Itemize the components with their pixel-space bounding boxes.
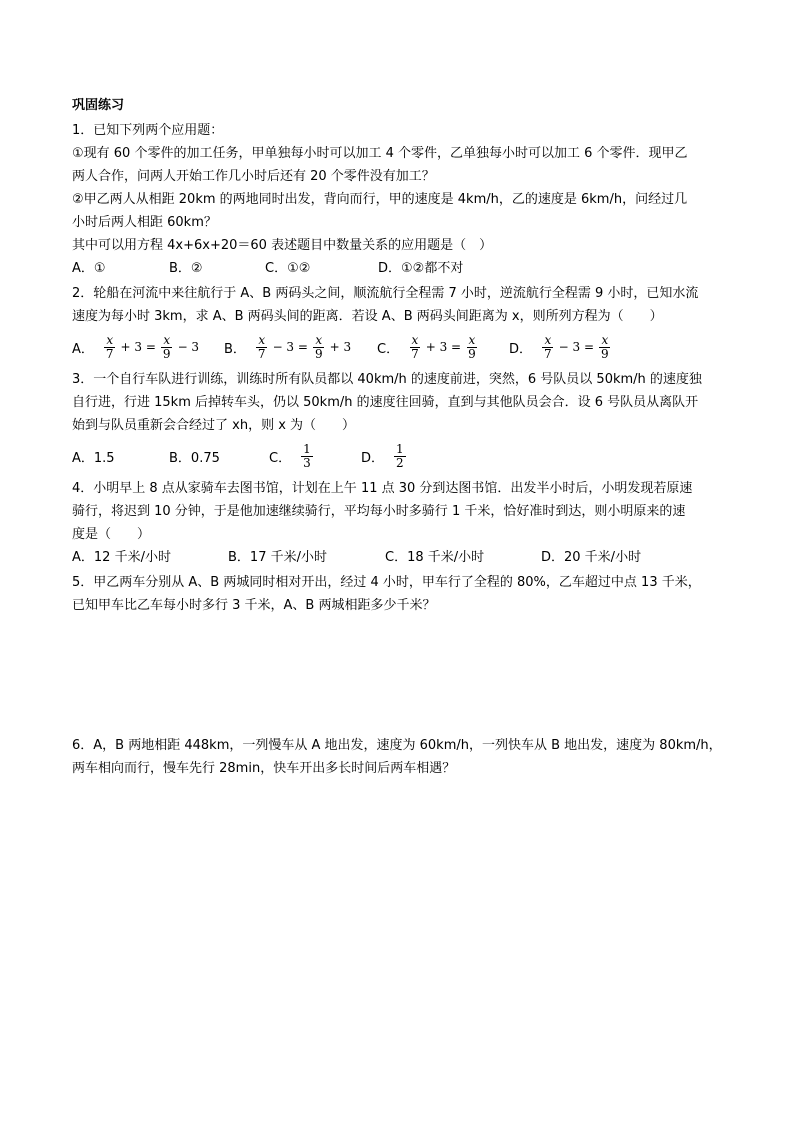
fraction: $\frac{1}{2}$: [396, 441, 404, 470]
q3-option-a[interactable]: A．1.5: [72, 450, 115, 466]
equation: $\frac{x}{7}$ + 3 = $\frac{x}{9}$: [411, 332, 476, 361]
q3-line-1: 3．一个自行车队进行训练，训练时所有队员都以 40km/h 的速度前进，突然，6 号队员以 50km/h 的速度独: [72, 372, 702, 387]
fraction: $\frac{x}{9}$: [601, 332, 609, 361]
section-title: 巩固练习: [72, 98, 125, 113]
q2-options: [72, 328, 732, 366]
q6-line-2: 两车相向而行，慢车先行 28min，快车开出多长时间后两车相遇？: [72, 761, 456, 776]
q1-option-c[interactable]: C．①②: [265, 261, 311, 276]
q2-line-2: 速度为每小时 3km，求 A、B 两码头间的距离．若设 A、B 两码头间距离为 x，则所列方程为（ ）: [72, 309, 663, 324]
fraction: $\frac{x}{7}$: [544, 332, 552, 361]
fraction: $\frac{x}{9}$: [314, 332, 323, 361]
q1-line-6: 其中可以用方程 4x+6x+20＝60 表述题目中数量关系的应用题是（ ）: [72, 238, 493, 253]
q1-line-1: 1．已知下列两个应用题：: [72, 123, 224, 138]
q2-option-a[interactable]: A． $\frac{x}{7}$ + 3 = $\frac{x}{9}$ − 3: [72, 334, 224, 361]
fraction: $\frac{x}{7}$: [257, 332, 266, 361]
q4-line-3: 度是（ ）: [72, 527, 151, 542]
q1-line-3: 两人合作，问两人开始工作几小时后还有 20 个零件没有加工？: [72, 169, 435, 184]
q2-option-d[interactable]: D． $\frac{x}{7}$ − 3 = $\frac{x}{9}$: [509, 334, 613, 361]
q2-option-b[interactable]: B． $\frac{x}{7}$ − 3 = $\frac{x}{9}$ + 3: [224, 334, 377, 361]
q1-line-2: ①现有 60 个零件的加工任务，甲单独每小时可以加工 4 个零件，乙单独每小时可以加工 6 个零件．现甲乙: [72, 146, 688, 161]
worksheet-content: [72, 94, 732, 780]
q5-line-2: 已知甲车比乙车每小时多行 3 千米，A、B 两城相距多少千米？: [72, 598, 436, 613]
q1-option-b[interactable]: B．②: [169, 261, 203, 276]
q4-line-1: 4．小明早上 8 点从家骑车去图书馆，计划在上午 11 点 30 分到达图书馆．出发半小时后，小明发现若原速: [72, 481, 693, 496]
question-6: [72, 734, 732, 780]
q3-option-d[interactable]: D． $\frac{1}{2}$: [361, 441, 404, 470]
q3-options: [72, 437, 732, 475]
equation: $\frac{x}{7}$ − 3 = $\frac{x}{9}$ + 3: [257, 332, 352, 361]
q1-option-d[interactable]: D．①②都不对: [378, 261, 464, 276]
question-4: [72, 477, 732, 569]
fraction: $\frac{x}{7}$: [105, 332, 114, 361]
q4-option-a[interactable]: A．12 千米/小时: [72, 550, 171, 565]
q3-line-2: 自行进，行进 15km 后掉转车头，仍以 50km/h 的速度往回骑，直到与其他队员会合．设 6 号队员从离队开: [72, 395, 699, 410]
q4-line-2: 骑行，将迟到 10 分钟，于是他加速继续骑行，平均每小时多骑行 1 千米，恰好准时到达，则小明原来的速: [72, 504, 686, 519]
q2-option-c[interactable]: C． $\frac{x}{7}$ + 3 = $\frac{x}{9}$: [377, 334, 509, 361]
question-2: [72, 282, 732, 366]
q5-line-1: 5．甲乙两车分别从 A、B 两城同时相对开出，经过 4 小时，甲车行了全程的 80%，乙车超过中点 13 千米，: [72, 575, 701, 590]
q1-options: [72, 257, 732, 280]
q6-line-1: 6．A，B 两地相距 448km，一列慢车从 A 地出发，速度为 60km/h，一列快车从 B 地出发，速度为 80km/h，: [72, 738, 722, 753]
q4-options: [72, 546, 732, 569]
question-5: [72, 571, 732, 617]
q1-line-4: ②甲乙两人从相距 20km 的两地同时出发，背向而行，甲的速度是 4km/h，乙的速度是 6km/h，问经过几: [72, 192, 688, 207]
q2-line-1: 2．轮船在河流中来往航行于 A、B 两码头之间，顺流航行全程需 7 小时，逆流航行全程需 9 小时，已知水流: [72, 286, 699, 301]
fraction: $\frac{x}{7}$: [411, 332, 419, 361]
q3-line-3: 始到与队员重新会合经过了 xh，则 x 为（ ）: [72, 418, 356, 433]
equation: $\frac{x}{7}$ + 3 = $\frac{x}{9}$ − 3: [105, 332, 200, 361]
equation: $\frac{x}{7}$ − 3 = $\frac{x}{9}$: [544, 332, 609, 361]
question-1: [72, 119, 732, 280]
fraction: $\frac{1}{3}$: [303, 441, 311, 470]
fraction: $\frac{x}{9}$: [162, 332, 171, 361]
answer-space: [72, 617, 732, 732]
q4-option-d[interactable]: D．20 千米/小时: [541, 550, 642, 565]
fraction: $\frac{x}{9}$: [468, 332, 476, 361]
q1-option-a[interactable]: A．①: [72, 261, 106, 276]
q3-option-b[interactable]: B．0.75: [169, 450, 220, 466]
q3-option-c[interactable]: C． $\frac{1}{3}$: [269, 441, 311, 470]
q1-line-5: 小时后两人相距 60km？: [72, 215, 217, 230]
q4-option-c[interactable]: C．18 千米/小时: [385, 550, 485, 565]
q4-option-b[interactable]: B．17 千米/小时: [228, 550, 327, 565]
question-3: [72, 368, 732, 475]
